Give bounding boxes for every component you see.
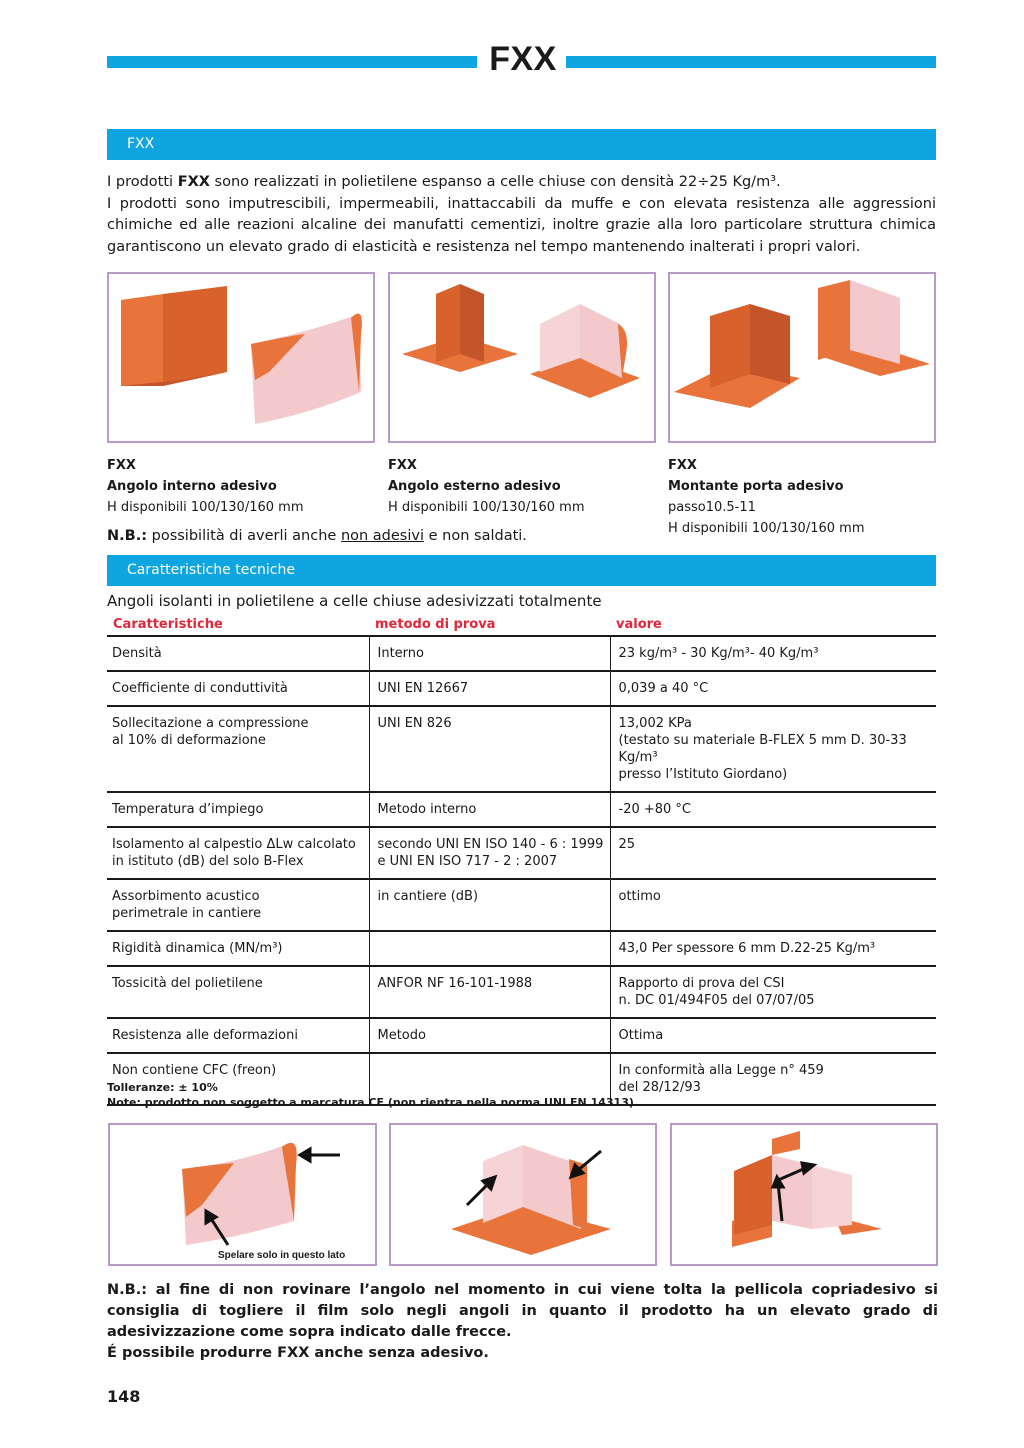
- nb-text-underlined: non adesivi: [340, 528, 425, 544]
- intro-line1-post: sono realizzati in polietilene espanso a celle chiuse con densità 22÷25 Kg/m³.: [209, 174, 781, 190]
- peel-jamb-illustration: [672, 1125, 936, 1264]
- table-cell: Rapporto di prova del CSI n. DC 01/494F05 del 07/07/05: [610, 966, 936, 1018]
- page-title: FXX: [489, 40, 557, 78]
- nb-peel-advice: [107, 1280, 938, 1364]
- caption-line1: passo10.5-11: [668, 500, 756, 515]
- caption-external-corner: [388, 455, 584, 518]
- caption-code: FXX: [668, 458, 697, 473]
- caption-code: FXX: [388, 458, 417, 473]
- table-row: [107, 827, 936, 879]
- table-cell: Densità: [107, 636, 369, 671]
- table-cell: secondo UNI EN ISO 140 - 6 : 1999 e UNI EN ISO 717 - 2 : 2007: [369, 827, 610, 879]
- caption-name: Angolo esterno adesivo: [388, 479, 561, 494]
- intro-text: [107, 172, 936, 258]
- table-cell: 43,0 Per spessore 6 mm D.22-25 Kg/m³: [610, 931, 936, 966]
- table-row: [107, 792, 936, 827]
- table-header-row: [107, 615, 936, 636]
- table-cell: Isolamento al calpestio ΔLw calcolato in istituto (dB) del solo B-Flex: [107, 827, 369, 879]
- caption-name: Angolo interno adesivo: [107, 479, 277, 494]
- table-cell: Resistenza alle deformazioni: [107, 1018, 369, 1053]
- table-cell: Sollecitazione a compressione al 10% di deformazione: [107, 706, 369, 792]
- section-band-fxx: [107, 129, 936, 160]
- table-cell: Metodo interno: [369, 792, 610, 827]
- photo-internal-corner: [107, 272, 375, 443]
- nb-note-adhesive: [107, 528, 527, 544]
- nb-peel-advice-text: N.B.: al fine di non rovinare l’angolo nel momento in cui viene tolta la pellicola copriadesivo si consiglia di togliere il film solo negli angoli in quanto il prodotto ha un elevato grado di adesivizzazione come sopra indicato dalle frecce.: [107, 1282, 938, 1340]
- header-value: valore: [610, 615, 936, 636]
- table-row: [107, 931, 936, 966]
- table-cell: -20 +80 °C: [610, 792, 936, 827]
- ce-note-text: Note: prodotto non soggetto a marcatura CE (non rientra nella norma UNI EN 14313).: [107, 1096, 639, 1109]
- table-row: [107, 636, 936, 671]
- table-row: [107, 706, 936, 792]
- intro-line1-bold: FXX: [177, 174, 210, 190]
- caption-name: Montante porta adesivo: [668, 479, 844, 494]
- caption-line1: H disponibili 100/130/160 mm: [388, 500, 585, 515]
- table-cell: 0,039 a 40 °C: [610, 671, 936, 706]
- photo-external-corner: [388, 272, 656, 443]
- table-cell: Interno: [369, 636, 610, 671]
- table-cell: 23 kg/m³ - 30 Kg/m³- 40 Kg/m³: [610, 636, 936, 671]
- table-cell: Assorbimento acustico perimetrale in cantiere: [107, 879, 369, 931]
- table-row: [107, 879, 936, 931]
- table-cell: 13,002 KPa (testato su materiale B-FLEX 5 mm D. 30-33 Kg/m³ presso l’Istituto Giordano): [610, 706, 936, 792]
- caption-door-jamb: [668, 455, 864, 539]
- table-cell: [369, 931, 610, 966]
- photo-door-jamb: [668, 272, 936, 443]
- door-jamb-illustration: [670, 274, 934, 441]
- peel-external-illustration: [391, 1125, 655, 1264]
- caption-line2: H disponibili 100/130/160 mm: [668, 521, 865, 536]
- table-cell: ANFOR NF 16-101-1988: [369, 966, 610, 1018]
- table-cell: UNI EN 12667: [369, 671, 610, 706]
- nb-label: N.B.:: [107, 528, 148, 544]
- internal-corner-illustration: [109, 274, 373, 441]
- table-cell: Temperatura d’impiego: [107, 792, 369, 827]
- table-cell: in cantiere (dB): [369, 879, 610, 931]
- photo-peel-jamb: [670, 1123, 938, 1266]
- table-cell: Non contiene CFC (freon): [107, 1053, 369, 1105]
- external-corner-illustration: [390, 274, 654, 441]
- table-cell: Ottima: [610, 1018, 936, 1053]
- table-row: [107, 671, 936, 706]
- table-row: [107, 1018, 936, 1053]
- header-rule-left: [107, 56, 477, 68]
- table-row: [107, 966, 936, 1018]
- tolerance-notes: [107, 1080, 638, 1110]
- table-subtitle: Angoli isolanti in polietilene a celle chiuse adesivizzati totalmente: [107, 592, 602, 610]
- table-cell: Tossicità del polietilene: [107, 966, 369, 1018]
- table-cell: Coefficiente di conduttività: [107, 671, 369, 706]
- table-cell: UNI EN 826: [369, 706, 610, 792]
- peel-instruction-label: Spelare solo in questo lato: [218, 1250, 346, 1261]
- tolerance-text: Tolleranze: ± 10%: [107, 1081, 218, 1094]
- header-characteristics: Caratteristiche: [107, 615, 369, 636]
- intro-line1-pre: I prodotti: [107, 174, 178, 190]
- section-band-technical: [107, 555, 936, 586]
- header-rule-right: [566, 56, 936, 68]
- nb-text-post: e non saldati.: [424, 528, 527, 544]
- section-band-title: FXX: [127, 136, 155, 152]
- table-cell: Rigidità dinamica (MN/m³): [107, 931, 369, 966]
- nb-no-adhesive-text: É possibile produrre FXX anche senza adesivo.: [107, 1345, 489, 1361]
- table-cell: In conformità alla Legge n° 459 del 28/12/93: [610, 1053, 936, 1105]
- caption-code: FXX: [107, 458, 136, 473]
- caption-line1: H disponibili 100/130/160 mm: [107, 500, 304, 515]
- nb-text-pre: possibilità di averli anche: [147, 528, 341, 544]
- section-band-title: Caratteristiche tecniche: [127, 562, 295, 578]
- photo-peel-external: [389, 1123, 657, 1266]
- caption-internal-corner: [107, 455, 303, 518]
- table-cell: ottimo: [610, 879, 936, 931]
- peel-internal-illustration: [110, 1125, 375, 1264]
- table-cell: 25: [610, 827, 936, 879]
- spec-table: [107, 615, 936, 1106]
- header-test-method: metodo di prova: [369, 615, 610, 636]
- photo-peel-internal: [108, 1123, 377, 1266]
- intro-paragraph-2: I prodotti sono imputrescibili, impermeabili, inattaccabili da muffe e con elevata resistenza alle aggressioni chimiche ed alle reazioni alcaline dei manufatti cementizi, inoltre grazie alla loro particolare struttura chimica garantiscono un elevato grado di elasticità e resistenza nel tempo mantenendo inalterati i propri valori.: [107, 195, 936, 255]
- page-number: 148: [107, 1387, 141, 1406]
- table-cell: Metodo: [369, 1018, 610, 1053]
